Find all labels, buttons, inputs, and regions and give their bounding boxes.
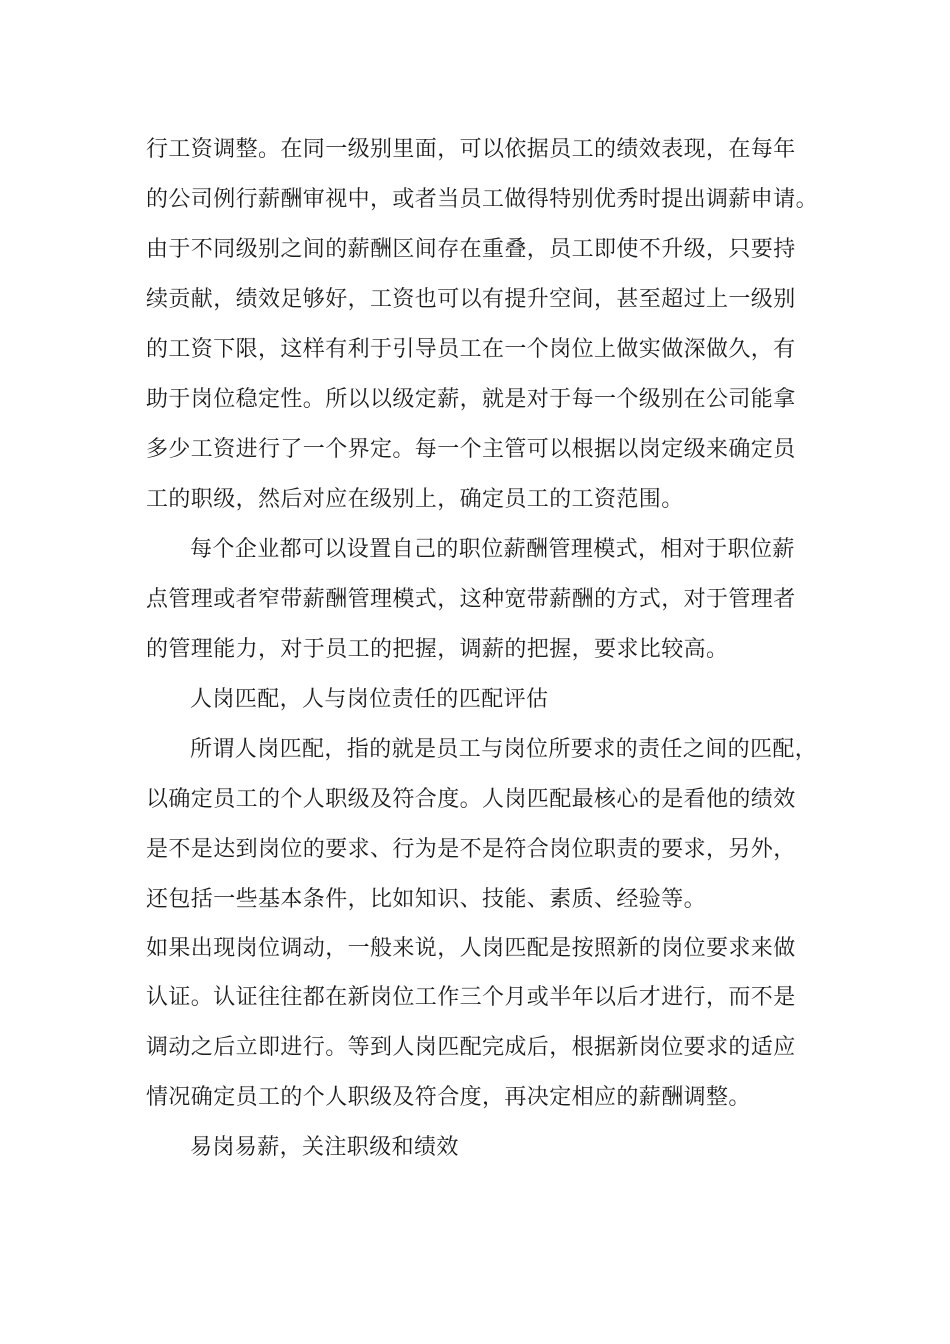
text-line-11: 的管理能力，对于员工的把握，调薪的把握，要求比较高。 bbox=[146, 637, 729, 662]
text-line-14: 以确定员工的个人职级及符合度。人岗匹配最核心的是看他的绩效 bbox=[146, 787, 796, 812]
text-line-7: 多少工资进行了一个界定。每一个主管可以根据以岗定级来确定员 bbox=[146, 437, 796, 462]
text-line-20: 情况确定员工的个人职级及符合度，再决定相应的薪酬调整。 bbox=[146, 1085, 751, 1110]
text-line-5: 的工资下限，这样有利于引导员工在一个岗位上做实做深做久，有 bbox=[146, 337, 796, 362]
text-line-10: 点管理或者窄带薪酬管理模式，这种宽带薪酬的方式，对于管理者 bbox=[146, 587, 796, 612]
section-heading-person-job-match: 人岗匹配，人与岗位责任的匹配评估 bbox=[190, 687, 549, 712]
text-line-4: 续贡献，绩效足够好，工资也可以有提升空间，甚至超过上一级别 bbox=[146, 287, 796, 312]
text-line-17: 如果出现岗位调动，一般来说，人岗匹配是按照新的岗位要求来做 bbox=[146, 936, 796, 961]
text-line-18: 认证。认证往往都在新岗位工作三个月或半年以后才进行，而不是 bbox=[146, 985, 796, 1010]
text-line-6: 助于岗位稳定性。所以以级定薪，就是对于每一个级别在公司能拿 bbox=[146, 387, 796, 412]
text-line-15: 是不是达到岗位的要求、行为是不是符合岗位职责的要求，另外， bbox=[146, 837, 796, 862]
text-line-8: 工的职级，然后对应在级别上，确定员工的工资范围。 bbox=[146, 487, 684, 512]
text-line-16: 还包括一些基本条件，比如知识、技能、素质、经验等。 bbox=[146, 887, 707, 912]
section-heading-job-change-pay-change: 易岗易薪，关注职级和绩效 bbox=[190, 1135, 459, 1160]
text-line-19: 调动之后立即进行。等到人岗匹配完成后，根据新岗位要求的适应 bbox=[146, 1035, 796, 1060]
text-line-13: 所谓人岗匹配，指的就是员工与岗位所要求的责任之间的匹配， bbox=[190, 737, 818, 762]
text-line-1: 行工资调整。在同一级别里面，可以依据员工的绩效表现，在每年 bbox=[146, 137, 796, 162]
text-line-9: 每个企业都可以设置自己的职位薪酬管理模式，相对于职位薪 bbox=[190, 537, 795, 562]
text-line-3: 由于不同级别之间的薪酬区间存在重叠，员工即使不升级，只要持 bbox=[146, 237, 796, 262]
text-line-2: 的公司例行薪酬审视中，或者当员工做得特别优秀时提出调薪申请。 bbox=[146, 187, 819, 212]
